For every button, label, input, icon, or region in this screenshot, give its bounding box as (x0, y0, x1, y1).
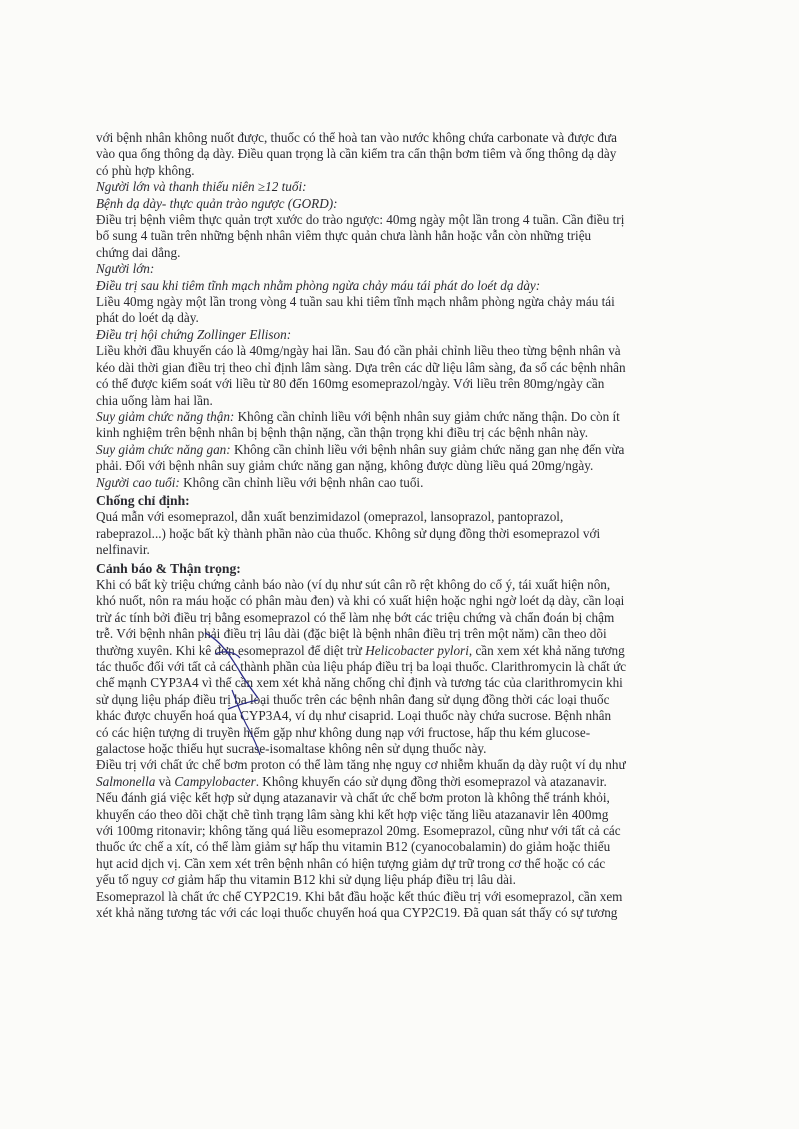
paragraph (96, 475, 726, 491)
text-line: Chống chỉ định: (96, 492, 190, 508)
text-line: Người lớn: (96, 261, 155, 277)
text-line: phát do loét dạ dày. (96, 310, 199, 326)
text-line: trừ ác tính bởi điều trị bằng esomeprazol có thể làm nhẹ bớt các triệu chứng và chẩn đoán bị chậm (96, 609, 615, 625)
paragraph (96, 509, 726, 558)
paragraph (96, 889, 726, 922)
text-line: Cảnh báo & Thận trọng: (96, 560, 241, 576)
section-subheading (96, 196, 726, 212)
paragraph (96, 757, 726, 888)
text-line: Suy giảm chức năng gan: Không cần chỉnh liều với bệnh nhân suy giảm chức năng gan nhẹ đến vừa (96, 441, 625, 457)
paragraph (96, 130, 726, 179)
text-line: hụt acid dịch vị. Cần xem xét trên bệnh nhân có hiện tượng giảm dự trữ trong cơ thể hoặc có các (96, 855, 606, 871)
text-line: galactose hoặc thiếu hụt sucrase-isomaltase không nên sử dụng thuốc này. (96, 741, 487, 757)
text-line: Điều trị sau khi tiêm tĩnh mạch nhằm phòng ngừa chảy máu tái phát do loét dạ dày: (96, 277, 541, 293)
document-page (96, 130, 726, 922)
text-line: có các hiện tượng di truyền hiếm gặp như không dung nạp với fructose, hấp thu kém glucose- (96, 724, 591, 740)
text-line: phải. Đối với bệnh nhân suy giảm chức năng gan nặng, không được dùng liều quá 20mg/ngày. (96, 458, 594, 474)
text-line: Liều khởi đầu khuyến cáo là 40mg/ngày hai lần. Sau đó cần phải chỉnh liều theo từng bệnh nhân và (96, 343, 621, 359)
paragraph (96, 577, 726, 757)
text-line: Điều trị với chất ức chế bơm proton có thể làm tăng nhẹ nguy cơ nhiễm khuẩn dạ dày ruột ví dụ như (96, 757, 626, 773)
section-subheading (96, 261, 726, 277)
text-line: kéo dài thời gian điều trị theo chỉ định lâm sàng. Dựa trên các dữ liệu lâm sàng, đa số các bệnh nhân (96, 359, 626, 375)
text-line: Bệnh dạ dày- thực quản trào ngược (GORD): (96, 195, 338, 211)
text-line: chế mạnh CYP3A4 vì thế cần xem xét khả năng chống chỉ định và tương tác của clarithromycin khi (96, 675, 623, 691)
text-line: Điều trị hội chứng Zollinger Ellison: (96, 326, 292, 342)
text-line: có phù hợp không. (96, 162, 195, 178)
text-line: Người lớn và thanh thiếu niên ≥12 tuổi: (96, 179, 307, 195)
text-line: yếu tố nguy cơ giảm hấp thu vitamin B12 khi sử dụng liệu pháp điều trị lâu dài. (96, 872, 516, 888)
lead-label: Suy giảm chức năng gan: (96, 441, 231, 457)
text-line: bổ sung 4 tuần trên những bệnh nhân viêm thực quản chưa lành hẳn hoặc vẫn còn những triệu (96, 228, 592, 244)
text-line: nelfinavir. (96, 542, 150, 558)
text-line: rabeprazol...) hoặc bất kỳ thành phần nào của thuốc. Không sử dụng đồng thời esomeprazol với (96, 525, 601, 541)
text-line: Suy giảm chức năng thận: Không cần chỉnh liều với bệnh nhân suy giảm chức năng thận. Do còn ít (96, 408, 620, 424)
text-line: vào qua ống thông dạ dày. Điều quan trọng là cần kiểm tra cẩn thận bơm tiêm và ống thông dạ dày (96, 146, 617, 162)
paragraph (96, 442, 726, 475)
text-line: Người cao tuổi: Không cần chỉnh liều với bệnh nhân cao tuổi. (96, 474, 424, 490)
lead-label: Suy giảm chức năng thận: (96, 408, 235, 424)
section-subheading (96, 179, 726, 195)
text-line: kinh nghiệm trên bệnh nhân bị bệnh thận nặng, cần thận trọng khi điều trị các bệnh nhân này. (96, 425, 589, 441)
text-line: Điều trị bệnh viêm thực quản trợt xước do trào ngược: 40mg ngày một lần trong 4 tuần. Cần điều trị (96, 212, 625, 228)
text-line: Liều 40mg ngày một lần trong vòng 4 tuần sau khi tiêm tĩnh mạch nhằm phòng ngừa chảy máu tái (96, 294, 615, 310)
section-heading (96, 493, 726, 509)
text-line: với bệnh nhân không nuốt được, thuốc có thể hoà tan vào nước không chứa carbonate và được đưa (96, 130, 618, 145)
text-line: tác thuốc đối với tất cả các thành phần của liệu pháp điều trị ba loại thuốc. Clarithromycin là chất ức (96, 659, 627, 674)
text-line: Quá mẫn với esomeprazol, dẫn xuất benzimidazol (omeprazol, lansoprazol, pantoprazol, (96, 509, 564, 525)
text-line: thường xuyên. Khi kê đơn esomeprazol để diệt trừ Helicobacter pylori, cần xem xét khả năng tương (96, 642, 625, 658)
section-heading (96, 561, 726, 577)
text-line: Nếu đánh giá việc kết hợp sử dụng atazanavir và chất ức chế bơm proton là không thể tránh khỏi, (96, 790, 610, 806)
text-line: sử dụng liệu pháp điều trị ba loại thuốc trên các bệnh nhân đang sử dụng đồng thời các loại thuốc (96, 691, 610, 707)
text-line: xét khả năng tương tác với các loại thuốc chuyển hoá qua CYP2C19. Đã quan sát thấy có sự tương (96, 905, 618, 921)
text-line: thuốc ức chế a xít, có thể làm giảm sự hấp thu vitamin B12 (cyanocobalamin) do giảm hoặc thiếu (96, 839, 611, 855)
text-line: khác được chuyển hoá qua CYP3A4, ví dụ như cisaprid. Loại thuốc này chứa sucrose. Bệnh nhân (96, 708, 612, 724)
text-line: chia uống làm hai lần. (96, 392, 213, 408)
paragraph (96, 409, 726, 442)
paragraph (96, 294, 726, 327)
text-line: có thể được kiểm soát với liều từ 80 đến 160mg esomeprazol/ngày. Với liều trên 80mg/ngày cần (96, 376, 605, 392)
text-line: Khi có bất kỳ triệu chứng cảnh báo nào (ví dụ như sút cân rõ rệt không do cố ý, tái xuất hiện nôn, (96, 576, 611, 592)
paragraph (96, 212, 726, 261)
section-subheading (96, 278, 726, 294)
text-line: khó nuốt, nôn ra máu hoặc có phân màu đen) và khi có xuất hiện hoặc nghi ngờ loét dạ dày, cần loại (96, 593, 625, 609)
text-line: Salmonella và Campylobacter. Không khuyến cáo sử dụng đồng thời esomeprazol và atazanavir. (96, 773, 607, 789)
text-line: chứng dai dẳng. (96, 244, 181, 260)
lead-label: Người cao tuổi: (96, 474, 180, 490)
text-line: trễ. Với bệnh nhân phải điều trị lâu dài (đặc biệt là bệnh nhân điều trị trên một năm) cần theo dõi (96, 626, 607, 642)
text-line: khuyến cáo theo dõi chặt chẽ tình trạng lâm sàng khi kết hợp việc tăng liều atazanavir lên 400mg (96, 806, 609, 822)
text-line: Esomeprazol là chất ức chế CYP2C19. Khi bắt đầu hoặc kết thúc điều trị với esomeprazol, cần xem (96, 888, 623, 904)
text-line: với 100mg ritonavir; không tăng quá liều esomeprazol 20mg. Esomeprazol, cũng như với tất cả các (96, 823, 621, 839)
section-subheading (96, 327, 726, 343)
paragraph (96, 343, 726, 409)
